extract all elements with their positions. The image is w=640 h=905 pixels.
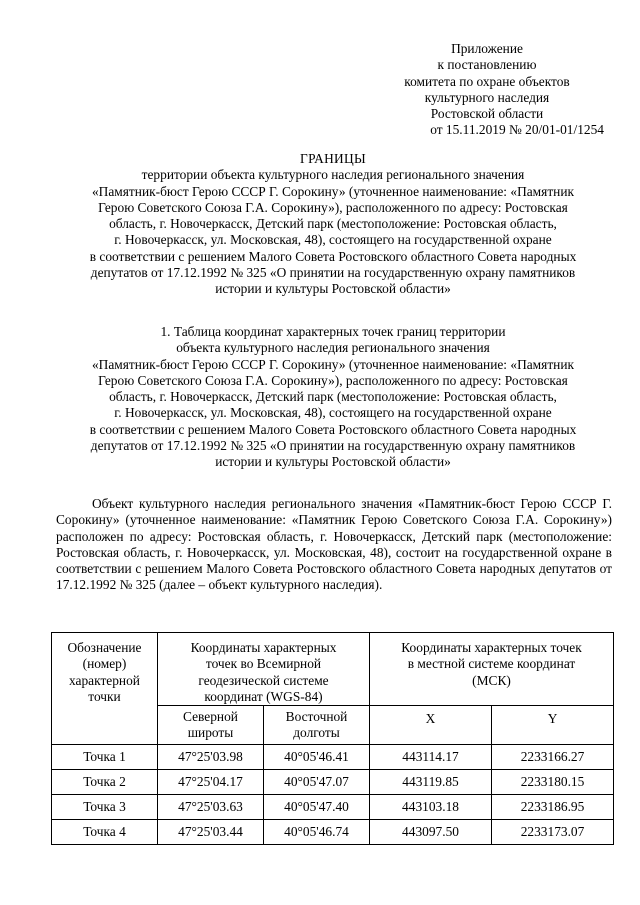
header-text: долготы: [293, 725, 340, 741]
cell-east: 40°05'46.41: [264, 744, 370, 769]
cell-east: 40°05'47.40: [264, 794, 370, 819]
header-text: точки: [88, 688, 121, 704]
boundaries-line: депутатов от 17.12.1992 № 325 «О принятии на государственную охрану памятников: [90, 265, 576, 281]
table-title-line: «Памятник-бюст Герою СССР Г. Сорокину» (уточненное наименование: «Памятник: [91, 356, 575, 372]
boundaries-line: Герою Советского Союза Г.А. Сорокину»), расположенного по адресу: Ростовская: [98, 199, 568, 215]
header-text: широты: [187, 725, 234, 741]
table-title-line: в соответствии с решением Малого Совета Ростовского областного Совета народных: [89, 421, 577, 437]
table-title-line: объекта культурного наследия регионального значения: [176, 340, 490, 356]
table-header-row: [52, 633, 614, 706]
subheader-y: Y: [492, 706, 614, 745]
cell-x: 443103.18: [370, 794, 492, 819]
table-row: [52, 769, 614, 794]
header-text: Координаты характерных: [190, 640, 337, 655]
cell-point: Точка 1: [52, 744, 158, 769]
header-designation: [52, 633, 158, 745]
header-text: Северной: [183, 709, 238, 725]
cell-north: 47°25'03.44: [158, 819, 264, 844]
subheader-north: [158, 706, 264, 745]
cell-x: 443097.50: [370, 819, 492, 844]
cell-y: 2233186.95: [492, 794, 614, 819]
boundaries-line: истории и культуры Ростовской области»: [215, 281, 451, 297]
cell-east: 40°05'46.74: [264, 819, 370, 844]
header-text: геодезической системе: [198, 672, 329, 688]
header-text: Координаты характерных точек: [401, 640, 582, 655]
boundaries-line: г. Новочеркасск, ул. Московская, 48), состоящего на государственной охране: [114, 232, 552, 248]
table-title-line: 1. Таблица координат характерных точек границ территории: [160, 324, 506, 339]
header-text: Обозначение: [67, 640, 142, 655]
appendix-line: Приложение: [451, 41, 523, 56]
cell-point: Точка 2: [52, 769, 158, 794]
boundaries-line: территории объекта культурного наследия регионального значения: [141, 167, 525, 183]
cell-y: 2233173.07: [492, 819, 614, 844]
header-wgs: [158, 633, 370, 706]
appendix-line: Ростовской области: [430, 106, 544, 122]
cell-x: 443119.85: [370, 769, 492, 794]
appendix-line: к постановлению: [437, 57, 537, 73]
appendix-line: культурного наследия: [424, 89, 550, 105]
table-title-line: Герою Советского Союза Г.А. Сорокину»), расположенного по адресу: Ростовская: [98, 372, 568, 388]
appendix-line: комитета по охране объектов: [404, 73, 570, 89]
table-title-line: область, г. Новочеркасск, Детский парк (местоположение: Ростовская область,: [109, 389, 557, 405]
table-row: [52, 794, 614, 819]
header-text: (МСК): [472, 672, 511, 688]
body-paragraph: Объект культурного наследия регионального значения «Памятник-бюст Герою СССР Г. Сорокину» (уточненное наименование: «Памятник Герою Советского Союза Г.А. Сорокину») расположен по адресу: Ростовская область, г. Новочеркасск, Детский парк (местоположение: Ростовская область, г. Новочеркасск, ул. Московская, 48), состоит на государственной охране в соответствии с решением Малого Совета Ростовского областного Совета народных депутатов от 17.12.1992 № 325 (далее – объект культурного наследия).: [56, 496, 612, 593]
header-text: координат (WGS-84): [204, 688, 323, 704]
header-text: Восточной: [285, 709, 348, 725]
cell-north: 47°25'03.63: [158, 794, 264, 819]
boundaries-line: «Памятник-бюст Герою СССР Г. Сорокину» (уточненное наименование: «Памятник: [91, 183, 575, 199]
header-text: точек во Всемирной: [205, 656, 322, 672]
table-row: [52, 819, 614, 844]
cell-point: Точка 4: [52, 819, 158, 844]
appendix-header: [380, 41, 604, 139]
table-title-line: депутатов от 17.12.1992 № 325 «О принятии на государственную охрану памятников: [90, 438, 576, 454]
cell-point: Точка 3: [52, 794, 158, 819]
table-row: [52, 744, 614, 769]
cell-y: 2233180.15: [492, 769, 614, 794]
boundaries-title-block: [50, 151, 616, 298]
coordinates-table: [51, 632, 614, 845]
table-title-line: истории и культуры Ростовской области»: [215, 454, 451, 470]
appendix-date: от 15.11.2019 № 20/01-01/1254: [430, 122, 604, 138]
cell-north: 47°25'04.17: [158, 769, 264, 794]
cell-y: 2233166.27: [492, 744, 614, 769]
boundaries-line: в соответствии с решением Малого Совета Ростовского областного Совета народных: [89, 248, 577, 264]
cell-x: 443114.17: [370, 744, 492, 769]
cell-north: 47°25'03.98: [158, 744, 264, 769]
header-text: характерной: [69, 672, 140, 688]
table-title-block: [50, 324, 616, 471]
subheader-east: [264, 706, 370, 745]
boundaries-heading: ГРАНИЦЫ: [300, 151, 366, 166]
cell-east: 40°05'47.07: [264, 769, 370, 794]
header-text: в местной системе координат: [407, 656, 576, 672]
subheader-x: X: [370, 706, 492, 745]
boundaries-line: область, г. Новочеркасск, Детский парк (местоположение: Ростовская область,: [109, 216, 557, 232]
header-msk: [370, 633, 614, 706]
table-title-line: г. Новочеркасск, ул. Московская, 48), состоящего на государственной охране: [114, 405, 552, 421]
header-text: (номер): [82, 656, 127, 672]
